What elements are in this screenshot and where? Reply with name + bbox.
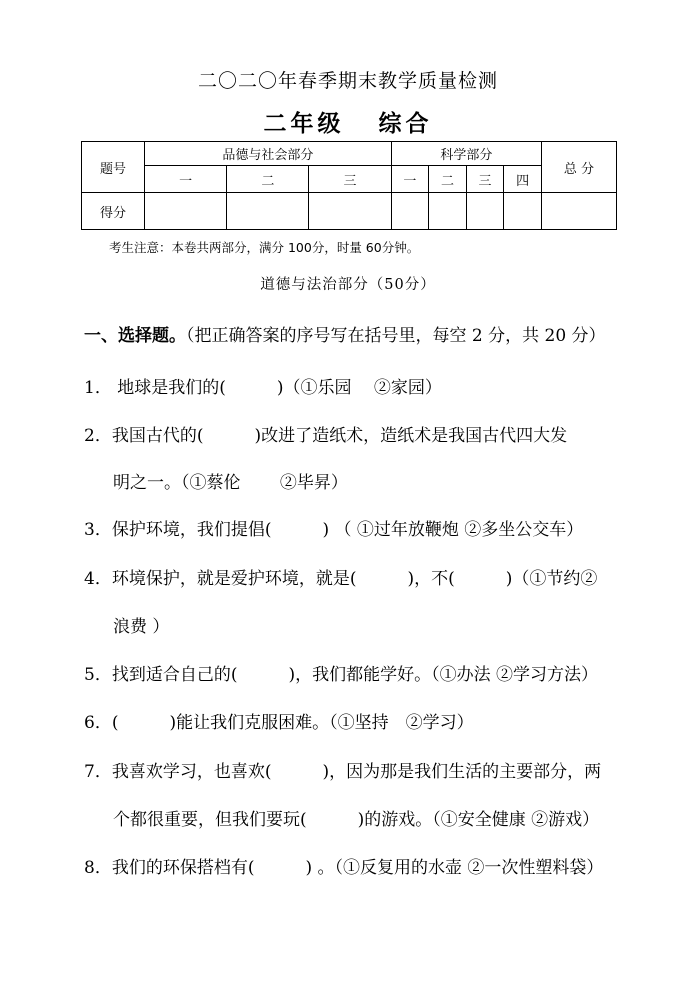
score-cell[interactable] xyxy=(309,193,391,230)
question-2-continued: 明之一。（①蔡伦 ②毕昇） xyxy=(113,473,348,493)
page-title: 二〇二〇年春季期末教学质量检测 xyxy=(197,70,498,92)
question-number-header: 题号 xyxy=(82,142,145,193)
question-5: 5．找到适合自己的( )，我们都能学好。（①办法 ②学习方法） xyxy=(84,665,598,685)
question-2: 2．我国古代的( )改进了造纸术，造纸术是我国古代四大发 xyxy=(84,426,568,446)
total-score-cell[interactable] xyxy=(542,193,617,230)
score-cell[interactable] xyxy=(227,193,309,230)
score-cell[interactable] xyxy=(391,193,429,230)
science-col-3: 三 xyxy=(466,166,504,193)
question-4: 4．环境保护，就是爱护环境，就是( )，不( )（①节约② xyxy=(84,569,598,589)
page-subtitle xyxy=(0,105,696,138)
part-one-heading xyxy=(84,321,606,346)
science-col-4: 四 xyxy=(504,166,542,193)
morality-col-3: 三 xyxy=(309,166,391,193)
grade-label: 二年级 xyxy=(263,110,345,137)
score-cell[interactable] xyxy=(504,193,542,230)
question-6: 6．( )能让我们克服困难。（①坚持 ②学习） xyxy=(84,713,474,733)
morality-section-header: 品德与社会部分 xyxy=(145,142,392,166)
question-8: 8．我们的环保搭档有( ) 。（①反复用的水壶 ②一次性塑料袋） xyxy=(84,858,604,878)
score-row-label: 得分 xyxy=(82,193,145,230)
part-one-label: 一、选择题。 xyxy=(84,326,186,346)
morality-col-1: 一 xyxy=(145,166,227,193)
question-3: 3．保护环境，我们提倡( ) （ ①过年放鞭炮 ②多坐公交车） xyxy=(84,520,584,540)
question-1: 1． 地球是我们的( )（①乐园 ②家园） xyxy=(84,378,442,398)
morality-col-2: 二 xyxy=(227,166,309,193)
subject-label: 综合 xyxy=(378,110,433,137)
science-section-header: 科学部分 xyxy=(391,142,541,166)
section-title: 道德与法治部分（50分） xyxy=(260,277,436,293)
score-cell[interactable] xyxy=(429,193,467,230)
question-7-continued: 个都很重要，但我们要玩( )的游戏。（①安全健康 ②游戏） xyxy=(113,810,600,830)
part-one-instruction: （把正确答案的序号写在括号里，每空 2 分，共 20 分） xyxy=(186,326,606,346)
score-cell[interactable] xyxy=(466,193,504,230)
question-4-continued: 浪费 ） xyxy=(113,617,170,637)
question-7: 7．我喜欢学习，也喜欢( )，因为那是我们生活的主要部分，两 xyxy=(84,762,602,782)
total-score-header: 总 分 xyxy=(542,142,617,193)
science-col-2: 二 xyxy=(429,166,467,193)
score-cell[interactable] xyxy=(145,193,227,230)
science-col-1: 一 xyxy=(391,166,429,193)
score-table xyxy=(81,141,617,230)
exam-notice: 考生注意：本卷共两部分，满分 100分，时量 60分钟。 xyxy=(109,240,420,255)
